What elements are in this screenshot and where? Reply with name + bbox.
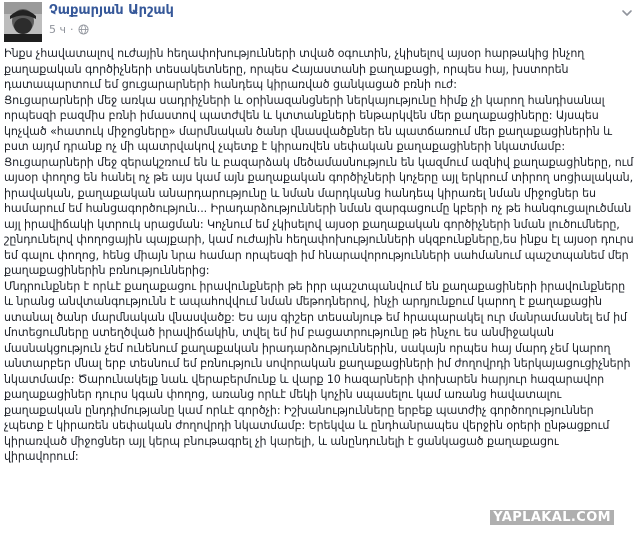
post-text: Ինքս չհավատալով ուժային հեղափոխությունների տված օգուտին, չկիսելով այսօր հարթակից ինչող քաղաքական գործիչների տեսակետները, որպես Հայաստանի քաղաքացի, որպես հայ, խստորեն դատապարտում եմ ցուցարարների հանդեպ կիրառված ցանկացած բռնի ուժ: Ցուցարարների մեջ առկա սադրիչների և օրինազանցների ներկայությունը հիմք չի կարող հանդիսանալ որպեսզի բազմիս բռնի իմաստով պատժվեն և կտտանքների ենթարկվեն մեր քաղաքացիները: Այսպես կոչված «հատուկ միջոցները» մարմնական ծանր վնասվածքներ են պատճառում մեր քաղաքացիներին և բստ այդմ դրանք ոչ մի պատրվակով չպետք է կիրառվեն սեփական քաղաքացիների նկատմամբ: Ցուցարարների մեջ զերակշռում են և բազարձակ մեծամասնություն են կազմում ազնիվ քաղաքացիները, ում այսօր փողոց են հանել ոչ թե այս կամ այն քաղաքական գործիչների կոչերը այլ երկրում տիրող սոցիալական, իրավական, քաղաքական անարդարությունը և նման մարդկանց հանդեպ կիրառել նման միջոցներ ես համարում եմ հանցագործություն... Իրադարձությունների նման զարգացումը կբերի ոչ թե հանգուցալուծման այլ իրավիճակի կտրուկ սրացման: Կոչնում եմ չկիսելով այսօր քաղաքական գործիչների նման լուծումները, շընդունելով փողոցային պայքարի, կամ ուժային հեղափոխությունների սկզբունքները,ես ինքս էլ այսօր դուրս եմ գալու փողոց, հենց միայն նրա համար որպեսզի իմ հնարավորությունների սահմանում պաշտպանեմ մեր քաղաքացիներին բռնություններից: Մնդրունքներ է որևէ քաղաքացու իրավունքների թե իրր պաշտպանվում են քաղաքացիների իրավունքները և նրանց անվտանգությունն է ապահովվում նման մեթոդներով, ինչի արդյունքում կարող է քաղաքացին ստանալ ծանր մարմնական վնասվածք: Ես այս գիշեր տեսանյութ եմ հրապարակել ուր մանրամասնել եմ իմ մոտեցումները ստեղծված իրավիճակին, տվել եմ իմ բացատրությունը թե ինչու ես անմիջական մասնակցություն չեմ ունենում քաղաքական իրադարձություններին, սակայն որպես հայ մարդ չեմ կարող անտարբեր մնալ երբ տեսնում եմ բռնություն սովորական քաղաքացիների իմ ժողովրդի ներկայացուցիչների նկատմամբ: Ծարունակելք նաև վերաբերմունք և վարք 10 հազարների փոխարեն հարյուր հազարավոր քաղաքացիներ դուրս կգան փողոց, առանց որևէ մեկի կոչին սպասելու կամ առանց հավատալու քաղաքական ընդդիմությանը կամ որևէ գործչի: Իշխանությունները երբեք պատժիչ գործողություններ չպետք է կիրառեն սեփական ժողովրդի նկատմամբ: Երեկվա և ընդհանրապես վերջին օրերի ընթացքում կիրառված միջոցներ այլ կերպ բնութագրել չի կարելի, և անընդունելի է ցանկացած քաղաքացու վիրավորում: <box>4 47 634 463</box>
chevron-down-icon[interactable] <box>620 6 634 20</box>
watermark-logo: YAPLAKAL.COM <box>490 510 614 525</box>
post-header <box>0 0 640 46</box>
post-timestamp[interactable]: 5 ч <box>49 22 66 36</box>
avatar[interactable] <box>4 2 42 42</box>
post-meta <box>49 21 89 37</box>
meta-separator: · <box>70 22 74 36</box>
author-name[interactable]: Չաքարյան Արշակ <box>49 3 174 18</box>
globe-icon[interactable] <box>78 24 89 35</box>
